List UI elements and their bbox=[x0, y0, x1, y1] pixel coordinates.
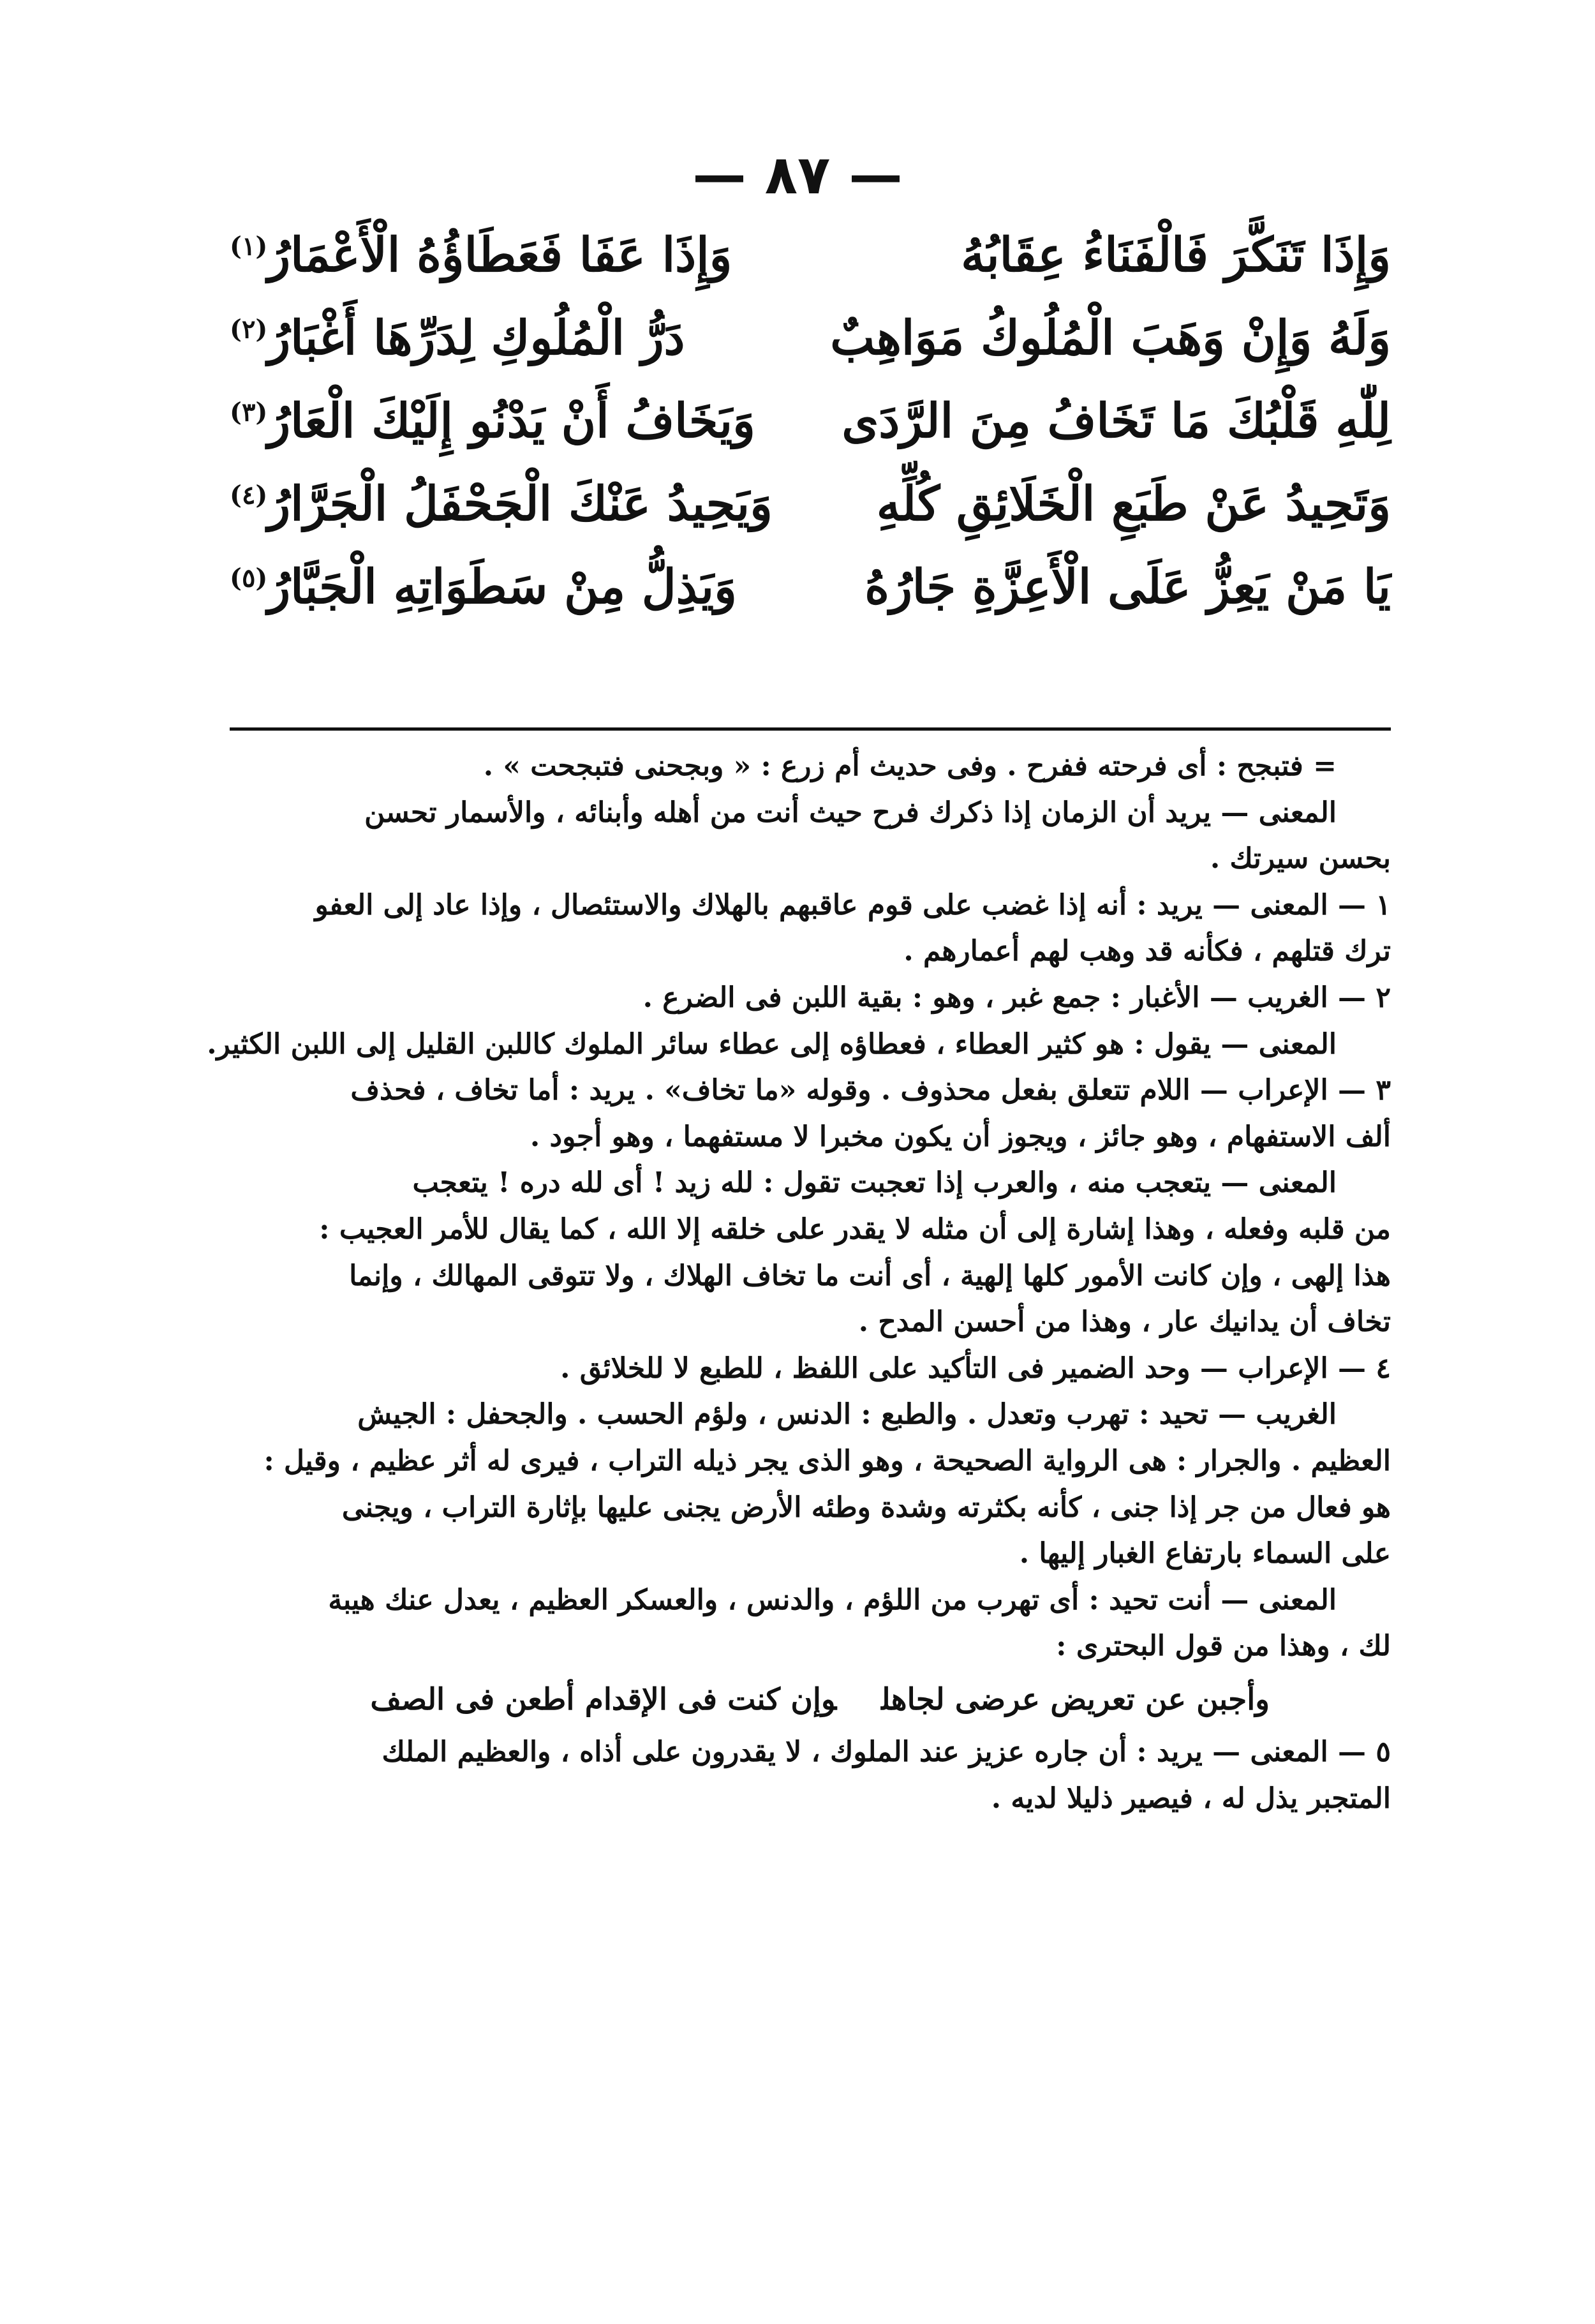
note-line: الغريب — تحيد : تهرب وتعدل . والطبع : الدنس ، ولؤم الحسب . والجحفل : الجيش bbox=[357, 1398, 1337, 1431]
note-line: من قلبه وفعله ، وهذا إشارة إلى أن مثله لا يقدر على خلقه إلا الله ، كما يقال للأمر العجيب : bbox=[319, 1212, 1391, 1246]
note-line: ٣ — الإعراب — اللام تتعلق بفعل محذوف . وقوله «ما تخاف» . يريد : أما تخاف ، فحذف bbox=[350, 1074, 1391, 1107]
note-line: هذا إلهى ، وإن كانت الأمور كلها إلهية ، أى أنت ما تخاف الهلاك ، ولا تتوقى المهالك ، وإنما bbox=[349, 1259, 1391, 1292]
verse-first-hemistich: وَلَهُ وَإِنْ وَهَبَ الْمُلُوكُ مَوَاهِبٌ bbox=[830, 311, 1391, 366]
footnote-divider bbox=[230, 727, 1391, 731]
verse-first-hemistich: يَا مَنْ يَعِزُّ عَلَى الْأَعِزَّةِ جَارُهُ bbox=[864, 560, 1391, 615]
poem-verses bbox=[230, 214, 1391, 629]
verse-line bbox=[230, 546, 1391, 629]
quoted-verse-first: وأجبن عن تعريض عرضى لجاهل bbox=[881, 1681, 1270, 1717]
note-line: بحسن سيرتك . bbox=[1210, 842, 1391, 875]
verse-first-hemistich: وَإِذَا تَنَكَّرَ فَالْفَنَاءُ عِقَابُهُ bbox=[961, 228, 1391, 283]
note-line: ترك قتلهم ، فكأنه قد وهب لهم أعمارهم . bbox=[903, 935, 1391, 968]
note-line: = فتبجح : أى فرحته ففرح . وفى حديث أم زرع : « وبجحنى فتبجحت » . bbox=[483, 750, 1337, 782]
note-line: ٤ — الإعراب — وحد الضمير فى التأكيد على اللفظ ، للطبع لا للخلائق . bbox=[560, 1352, 1391, 1385]
note-line: على السماء بارتفاع الغبار إليها . bbox=[1019, 1537, 1391, 1570]
note-line: المعنى — أنت تحيد : أى تهرب من اللؤم ، والدنس ، والعسكر العظيم ، يعدل عنك هيبة bbox=[328, 1583, 1337, 1616]
footnotes bbox=[191, 743, 1391, 1822]
note-line: المتجبر يذل له ، فيصير ذليلا لديه . bbox=[991, 1782, 1391, 1815]
verse-second-hemistich: وَيَخَافُ أَنْ يَدْنُو إِلَيْكَ الْعَارُ$^{(٣)}$ bbox=[230, 394, 755, 449]
verse-second-hemistich: وَيَذِلُّ مِنْ سَطَوَاتِهِ الْجَبَّارُ$^{(٥)}$ bbox=[230, 560, 737, 615]
verse-line bbox=[230, 380, 1391, 463]
note-line: المعنى — يتعجب منه ، والعرب إذا تعجبت تقول : لله زيد ! أى لله دره ! يتعجب bbox=[412, 1166, 1337, 1200]
note-line: ألف الاستفهام ، وهو جائز ، ويجوز أن يكون مخبرا لا مستفهما ، وهو أجود . bbox=[530, 1120, 1391, 1153]
verse-first-hemistich: وَتَحِيدُ عَنْ طَبَعِ الْخَلَائِقِ كُلِّهِ bbox=[876, 477, 1391, 532]
footnote-marker: (٤) bbox=[230, 480, 268, 510]
verse-second-hemistich: وَإِذَا عَفَا فَعَطَاؤُهُ الْأَعْمَارُ$^{(١)}$ bbox=[230, 228, 732, 283]
note-line: تخاف أن يدانيك عار ، وهذا من أحسن المدح . bbox=[858, 1306, 1391, 1339]
page-number: — ٨٧ — bbox=[692, 144, 903, 206]
verse-line bbox=[230, 297, 1391, 380]
note-line: العظيم . والجرار : هى الرواية الصحيحة ، وهو الذى يجر ذيله التراب ، فيرى له أثر عظيم ، وقيل : bbox=[263, 1444, 1391, 1477]
note-line: لك ، وهذا من قول البحترى : bbox=[1056, 1630, 1391, 1663]
verse-second-hemistich: دَرُّ الْمُلُوكِ لِدَرِّهَا أَغْبَارُ$^{(٢)}$ bbox=[230, 311, 685, 366]
verse-line bbox=[230, 463, 1391, 546]
note-line: ١ — المعنى — يريد : أنه إذا غضب على قوم عاقبهم بالهلاك والاستئصال ، وإذا عاد إلى العفو bbox=[315, 888, 1391, 921]
verse-line bbox=[230, 214, 1391, 297]
note-line: ٥ — المعنى — يريد : أن جاره عزيز عند الملوك ، لا يقدرون على أذاه ، والعظيم الملك bbox=[382, 1736, 1391, 1769]
note-line: هو فعال من جر إذا جنى ، كأنه بكثرته وشدة وطئه الأرض يجنى عليها بإثارة التراب ، ويجنى bbox=[341, 1491, 1391, 1524]
quoted-verse bbox=[191, 1675, 1391, 1725]
footnote-marker: (١) bbox=[230, 231, 268, 262]
note-line: المعنى — يريد أن الزمان إذا ذكرك فرح حيث أنت من أهله وأبنائه ، والأسمار تحسن bbox=[364, 796, 1337, 829]
note-line: المعنى — يقول : هو كثير العطاء ، فعطاؤه إلى عطاء سائر الملوك كاللبن القليل إلى اللبن الكثير. bbox=[207, 1027, 1337, 1061]
verse-first-hemistich: لِلّٰهِ قَلْبُكَ مَا تَخَافُ مِنَ الرَّدَى bbox=[842, 394, 1391, 449]
verse-second-hemistich: وَيَحِيدُ عَنْكَ الْجَحْفَلُ الْجَرَّارُ$^{(٤)}$ bbox=[230, 477, 773, 532]
note-line: ٢ — الغريب — الأغبار : جمع غبر ، وهو : بقية اللبن فى الضرع . bbox=[642, 981, 1391, 1014]
quoted-verse-second: وإن كنت فى الإقدام أطعن فى الصف bbox=[370, 1681, 837, 1717]
footnote-marker: (٣) bbox=[230, 397, 268, 428]
footnote-marker: (٢) bbox=[230, 314, 268, 345]
footnote-marker: (٥) bbox=[230, 563, 268, 593]
